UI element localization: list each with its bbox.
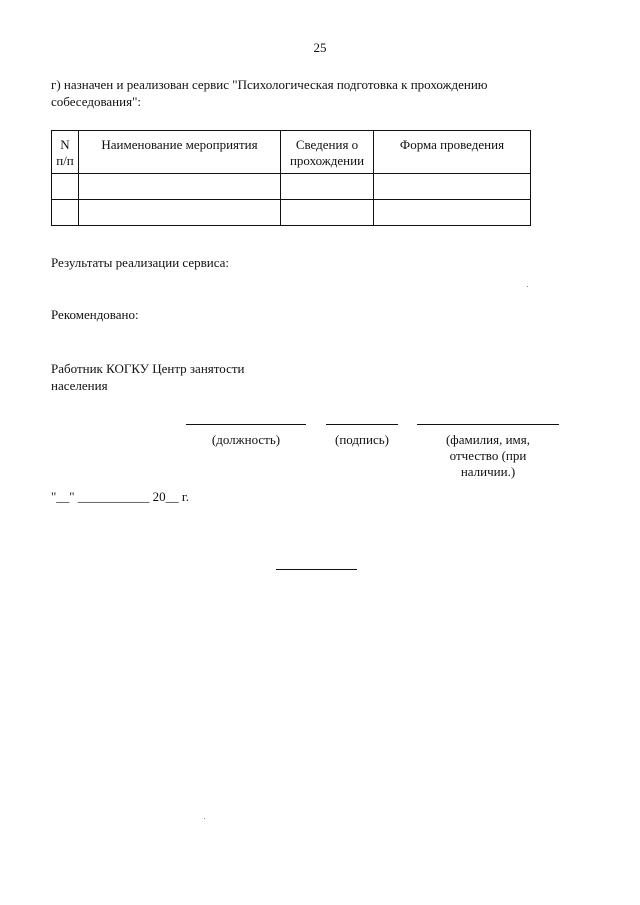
- signature-line: [326, 424, 398, 425]
- events-table: [51, 130, 531, 226]
- scan-speck: [527, 286, 528, 287]
- cell-number: [52, 200, 79, 226]
- position-caption: (должность): [211, 432, 281, 447]
- date-line: "__" ___________ 20__ г.: [51, 489, 189, 504]
- worker-label: Работник КОГКУ Центр занятости населения: [51, 361, 245, 393]
- scan-speck: [204, 818, 205, 819]
- cell-name: [79, 174, 281, 200]
- header-name: Наименование мероприятия: [79, 131, 281, 174]
- header-form: Форма проведения: [374, 131, 531, 174]
- position-line: [186, 424, 306, 425]
- table-row: [52, 200, 531, 226]
- signature-caption: (подпись): [335, 432, 389, 447]
- page-number: 25: [313, 40, 327, 55]
- name-line: [417, 424, 559, 425]
- name-caption: (фамилия, имя, отчество (при наличии.): [445, 432, 531, 479]
- cell-form: [374, 200, 531, 226]
- cell-number: [52, 174, 79, 200]
- cell-info: [281, 174, 374, 200]
- intro-text: г) назначен и реализован сервис "Психологическая подготовка к прохождению собеседования":: [51, 77, 488, 109]
- cell-info: [281, 200, 374, 226]
- end-rule: [276, 569, 357, 570]
- header-number: N п/п: [52, 131, 79, 174]
- header-info: Сведения о прохождении: [281, 131, 374, 174]
- recommended-label: Рекомендовано:: [51, 307, 139, 322]
- results-label: Результаты реализации сервиса:: [51, 255, 230, 270]
- table-header-row: [52, 131, 531, 174]
- cell-name: [79, 200, 281, 226]
- cell-form: [374, 174, 531, 200]
- table-row: [52, 174, 531, 200]
